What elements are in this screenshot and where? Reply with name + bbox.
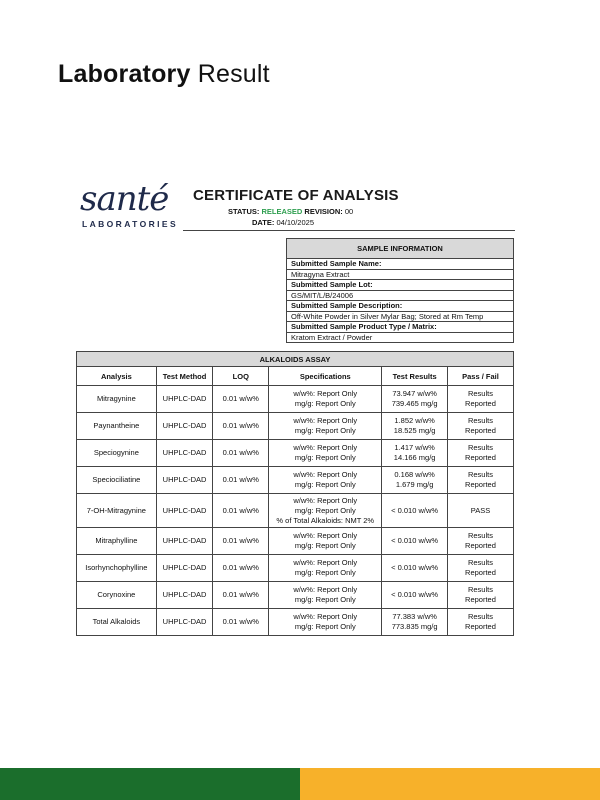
assay-cell-results — [382, 555, 448, 582]
assay-cell-spec-line: w/w%: Report Only — [293, 531, 358, 540]
assay-cell-pass-line: Reported — [465, 541, 496, 550]
assay-cell-spec — [269, 528, 382, 555]
assay-cell-pass-line: Results — [467, 416, 493, 425]
assay-cell-pass — [447, 494, 513, 528]
assay-cell-pass — [447, 386, 513, 413]
assay-cell-spec — [269, 413, 382, 440]
assay-cell-method: UHPLC-DAD — [156, 467, 213, 494]
assay-row — [77, 494, 514, 528]
assay-cell-loq: 0.01 w/w% — [213, 494, 269, 528]
assay-cell-analysis: Mitraphylline — [77, 528, 157, 555]
assay-cell-spec-line: % of Total Alkaloids: NMT 2% — [276, 515, 375, 525]
assay-cell-results-line: 1.852 w/w% — [394, 416, 435, 425]
sample-info-label: Submitted Sample Name: — [287, 259, 514, 270]
assay-row — [77, 440, 514, 467]
assay-cell-analysis: Isorhynchophylline — [77, 555, 157, 582]
assay-cell-results-line: 739.465 mg/g — [391, 399, 438, 408]
assay-cell-results-line: < 0.010 w/w% — [391, 563, 439, 572]
assay-cell-pass-line: Results — [467, 443, 493, 452]
assay-cell-pass-line: Reported — [465, 595, 496, 604]
assay-cell-results-line: 18.525 mg/g — [393, 426, 436, 435]
assay-cell-spec — [269, 609, 382, 636]
assay-cell-spec — [269, 467, 382, 494]
assay-cell-results — [382, 528, 448, 555]
assay-row — [77, 555, 514, 582]
assay-row — [77, 582, 514, 609]
assay-cell-spec — [269, 440, 382, 467]
assay-cell-pass-line: Reported — [465, 453, 496, 462]
sample-info-label: Submitted Sample Product Type / Matrix: — [287, 322, 514, 333]
assay-cell-loq: 0.01 w/w% — [213, 467, 269, 494]
assay-cell-results-line: 77.383 w/w% — [392, 612, 437, 621]
assay-cell-pass-line: Reported — [465, 622, 496, 631]
assay-cell-results-line: < 0.010 w/w% — [391, 505, 439, 515]
assay-cell-analysis: Speciociliatine — [77, 467, 157, 494]
assay-cell-method: UHPLC-DAD — [156, 386, 213, 413]
assay-cell-loq: 0.01 w/w% — [213, 386, 269, 413]
date-value: 04/10/2025 — [276, 218, 314, 227]
assay-cell-spec-line: w/w%: Report Only — [293, 443, 358, 452]
assay-cell-results — [382, 494, 448, 528]
assay-cell-pass-line: Results — [467, 470, 493, 479]
assay-cell-loq: 0.01 w/w% — [213, 413, 269, 440]
status-label: STATUS: — [228, 207, 260, 216]
assay-cell-spec-line: mg/g: Report Only — [294, 505, 356, 515]
assay-cell-pass — [447, 582, 513, 609]
assay-cell-pass — [447, 440, 513, 467]
assay-cell-spec-line: mg/g: Report Only — [294, 622, 356, 631]
assay-cell-results — [382, 413, 448, 440]
assay-column-header: Specifications — [269, 367, 382, 386]
assay-cell-results-line: 1.417 w/w% — [394, 443, 435, 452]
assay-cell-spec-line: mg/g: Report Only — [294, 595, 356, 604]
sample-info-header: SAMPLE INFORMATION — [287, 239, 514, 259]
assay-cell-spec — [269, 386, 382, 413]
certificate-title: CERTIFICATE OF ANALYSIS — [193, 187, 399, 204]
revision-value: 00 — [344, 207, 354, 216]
assay-row — [77, 528, 514, 555]
assay-cell-spec-line: w/w%: Report Only — [293, 416, 358, 425]
status-value: RELEASED — [261, 207, 303, 216]
assay-cell-spec-line: w/w%: Report Only — [293, 495, 358, 505]
assay-cell-loq: 0.01 w/w% — [213, 555, 269, 582]
assay-cell-results-line: < 0.010 w/w% — [391, 590, 439, 599]
assay-cell-method: UHPLC-DAD — [156, 494, 213, 528]
page-title-light: Result — [197, 60, 270, 88]
assay-cell-loq: 0.01 w/w% — [213, 440, 269, 467]
assay-column-header: Analysis — [77, 367, 157, 386]
sample-info-value: GS/MIT/L/B/24006 — [287, 290, 514, 301]
assay-header: ALKALOIDS ASSAY — [77, 352, 514, 367]
assay-cell-method: UHPLC-DAD — [156, 582, 213, 609]
page-title — [58, 60, 270, 89]
assay-cell-analysis: Corynoxine — [77, 582, 157, 609]
assay-cell-pass-line: PASS — [470, 505, 491, 515]
assay-cell-results — [382, 582, 448, 609]
assay-column-header: LOQ — [213, 367, 269, 386]
assay-cell-pass — [447, 467, 513, 494]
assay-cell-loq: 0.01 w/w% — [213, 582, 269, 609]
assay-cell-spec-line: mg/g: Report Only — [294, 453, 356, 462]
assay-row — [77, 609, 514, 636]
assay-cell-pass-line: Results — [467, 531, 493, 540]
sample-info-label: Submitted Sample Description: — [287, 301, 514, 312]
assay-cell-method: UHPLC-DAD — [156, 528, 213, 555]
assay-row — [77, 467, 514, 494]
assay-cell-spec — [269, 494, 382, 528]
assay-cell-pass-line: Results — [467, 585, 493, 594]
assay-cell-analysis: Paynantheine — [77, 413, 157, 440]
date-line — [252, 218, 314, 227]
sample-info-value: Kratom Extract / Powder — [287, 332, 514, 343]
assay-cell-results-line: 0.168 w/w% — [394, 470, 435, 479]
sample-info-value: Off-White Powder in Silver Mylar Bag; Stored at Rm Temp — [287, 311, 514, 322]
assay-cell-pass-line: Results — [467, 612, 493, 621]
assay-cell-method: UHPLC-DAD — [156, 555, 213, 582]
assay-cell-pass — [447, 413, 513, 440]
assay-cell-pass-line: Results — [467, 558, 493, 567]
assay-cell-pass — [447, 528, 513, 555]
assay-cell-spec-line: w/w%: Report Only — [293, 612, 358, 621]
assay-body — [77, 386, 514, 636]
footer-color-bar — [0, 768, 600, 800]
assay-cell-spec — [269, 582, 382, 609]
sample-info-body — [287, 259, 514, 343]
assay-cell-pass-line: Reported — [465, 480, 496, 489]
status-line — [228, 207, 353, 216]
assay-column-header: Pass / Fail — [447, 367, 513, 386]
page-title-bold: Laboratory — [58, 60, 191, 88]
assay-cell-results-line: 73.947 w/w% — [392, 389, 437, 398]
alkaloids-assay-table — [76, 351, 514, 636]
assay-column-header: Test Results — [382, 367, 448, 386]
assay-column-header: Test Method — [156, 367, 213, 386]
logo-wordmark: santé — [80, 179, 169, 219]
assay-cell-pass-line: Reported — [465, 399, 496, 408]
assay-cell-results — [382, 609, 448, 636]
assay-cell-spec-line: w/w%: Report Only — [293, 389, 358, 398]
assay-cell-spec-line: mg/g: Report Only — [294, 568, 356, 577]
footer-green-block — [0, 768, 300, 800]
assay-cell-spec — [269, 555, 382, 582]
assay-cell-analysis: Mitragynine — [77, 386, 157, 413]
assay-column-headers — [77, 367, 514, 386]
assay-cell-results-line: < 0.010 w/w% — [391, 536, 439, 545]
assay-cell-analysis: Total Alkaloids — [77, 609, 157, 636]
assay-cell-pass-line: Results — [467, 389, 493, 398]
assay-row — [77, 413, 514, 440]
assay-cell-spec-line: mg/g: Report Only — [294, 480, 356, 489]
footer-yellow-block — [300, 768, 600, 800]
assay-cell-spec-line: mg/g: Report Only — [294, 399, 356, 408]
assay-cell-pass-line: Reported — [465, 426, 496, 435]
sante-logo — [80, 179, 180, 230]
assay-cell-spec-line: w/w%: Report Only — [293, 470, 358, 479]
assay-row — [77, 386, 514, 413]
assay-cell-results — [382, 467, 448, 494]
assay-cell-pass — [447, 609, 513, 636]
assay-cell-spec-line: w/w%: Report Only — [293, 558, 358, 567]
assay-cell-results — [382, 440, 448, 467]
assay-cell-spec-line: mg/g: Report Only — [294, 541, 356, 550]
sample-information-table — [286, 238, 514, 343]
assay-cell-pass — [447, 555, 513, 582]
revision-label: REVISION: — [304, 207, 343, 216]
assay-cell-analysis: Speciogynine — [77, 440, 157, 467]
logo-subtitle: LABORATORIES — [82, 219, 179, 229]
assay-cell-method: UHPLC-DAD — [156, 413, 213, 440]
assay-cell-analysis: 7-OH-Mitragynine — [77, 494, 157, 528]
assay-cell-spec-line: w/w%: Report Only — [293, 585, 358, 594]
date-label: DATE: — [252, 218, 275, 227]
assay-cell-results-line: 1.679 mg/g — [395, 480, 434, 489]
assay-cell-method: UHPLC-DAD — [156, 609, 213, 636]
assay-cell-method: UHPLC-DAD — [156, 440, 213, 467]
assay-cell-results-line: 14.166 mg/g — [393, 453, 436, 462]
assay-cell-results-line: 773.835 mg/g — [391, 622, 438, 631]
assay-cell-spec-line: mg/g: Report Only — [294, 426, 356, 435]
assay-cell-results — [382, 386, 448, 413]
assay-cell-loq: 0.01 w/w% — [213, 528, 269, 555]
assay-cell-loq: 0.01 w/w% — [213, 609, 269, 636]
sample-info-value: Mitragyna Extract — [287, 269, 514, 280]
sample-info-label: Submitted Sample Lot: — [287, 280, 514, 291]
assay-cell-pass-line: Reported — [465, 568, 496, 577]
header-divider — [183, 230, 515, 231]
